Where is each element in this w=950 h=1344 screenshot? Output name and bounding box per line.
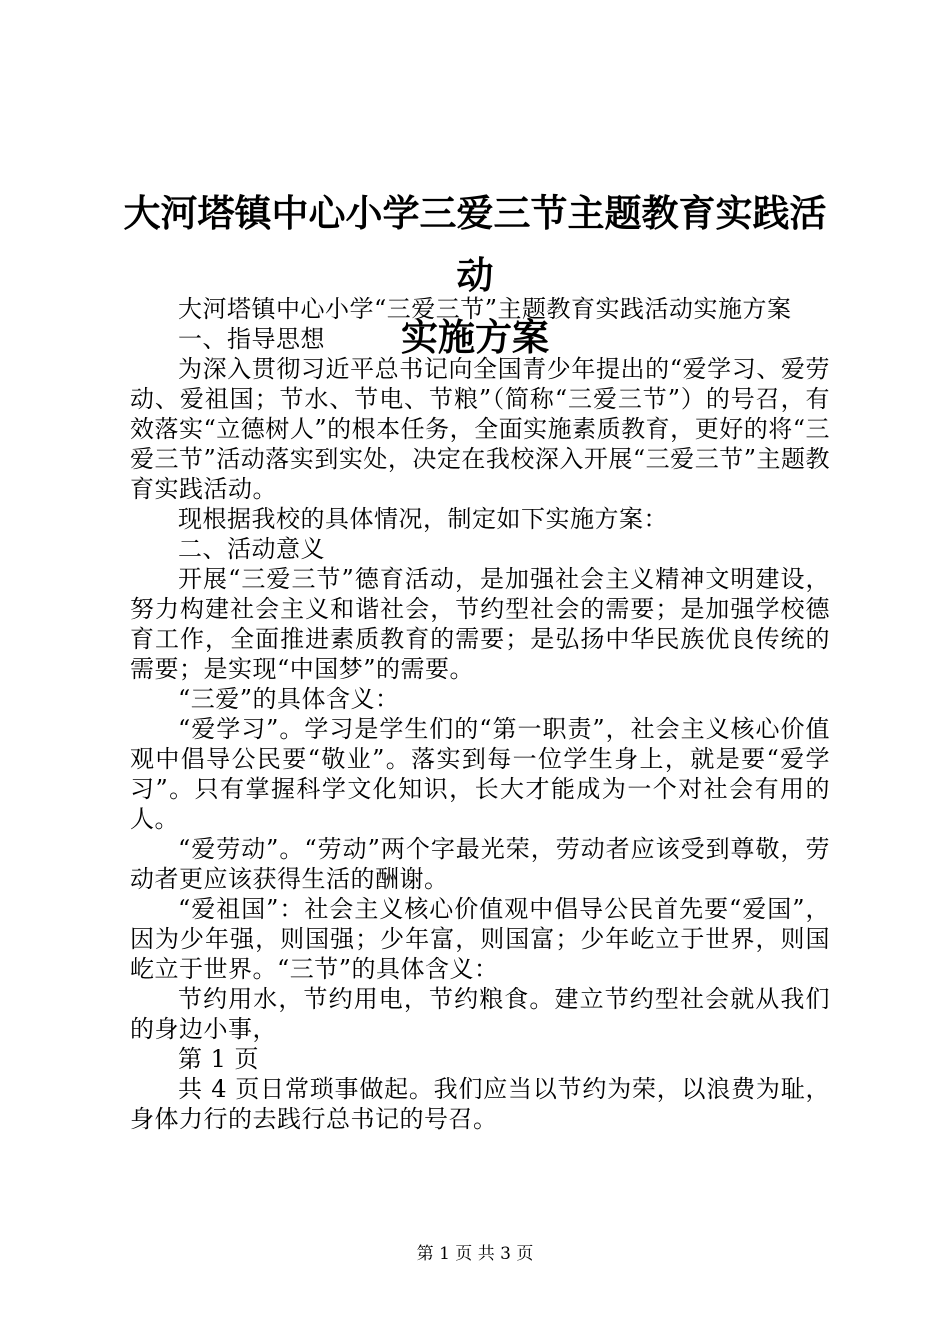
paragraph-three-loves-heading: “三爱”的具体含义：	[178, 685, 400, 713]
paragraph-plan-intro: 现根据我校的具体情况，制定如下实施方案：	[178, 505, 668, 533]
paragraph-doc-heading: 大河塔镇中心小学“三爱三节”主题教育实践活动实施方案	[178, 295, 792, 323]
paragraph-love-labor: “爱劳动”。“劳动”两个字最光荣，劳动者应该受到尊敬，劳动者更应该获得生活的酬谢。	[130, 835, 830, 893]
title-line-1: 大河塔镇中心小学三爱三节主题教育实践活动	[123, 191, 827, 297]
document-body	[130, 294, 830, 1134]
paragraph-love-learning: “爱学习”。学习是学生们的“第一职责”，社会主义核心价值观中倡导公民要“敬业”。落实到每一位学生身上，就是要“爱学习”。只有掌握科学文化知识，长大才能成为一个对社会有用的人。	[130, 715, 830, 833]
page-footer: 第 1 页 共 3 页	[416, 1244, 534, 1264]
paragraph-closing: 共 4 页日常琐事做起。我们应当以节约为荣，以浪费为耻，身体力行的去践行总书记的号召。	[130, 1075, 830, 1133]
paragraph-activity-meaning: 开展“三爱三节”德育活动，是加强社会主义精神文明建设，努力构建社会主义和谐社会，节约型社会的需要；是加强学校德育工作，全面推进素质教育的需要；是弘扬中华民族优良传统的需要；是实现“中国梦”的需要。	[130, 565, 830, 683]
paragraph-inline-page-marker: 第 1 页	[178, 1045, 260, 1073]
title-line-2: 实施方案	[401, 315, 549, 359]
paragraph-section-2-heading: 二、活动意义	[178, 535, 325, 563]
paragraph-three-saves: 节约用水，节约用电，节约粮食。建立节约型社会就从我们的身边小事，	[130, 985, 830, 1043]
paragraph-section-1-heading: 一、指导思想	[178, 325, 325, 353]
paragraph-love-country: “爱祖国”：社会主义核心价值观中倡导公民首先要“爱国”，因为少年强，则国强；少年富，则国富；少年屹立于世界，则国屹立于世界。“三节”的具体含义：	[130, 895, 830, 983]
paragraph-guiding-thought: 为深入贯彻习近平总书记向全国青少年提出的“爱学习、爱劳动、爱祖国；节水、节电、节粮”（简称“三爱三节”）的号召，有效落实“立德树人”的根本任务，全面实施素质教育，更好的将“三爱三节”活动落实到实处，决定在我校深入开展“三爱三节”主题教育实践活动。	[130, 355, 830, 503]
